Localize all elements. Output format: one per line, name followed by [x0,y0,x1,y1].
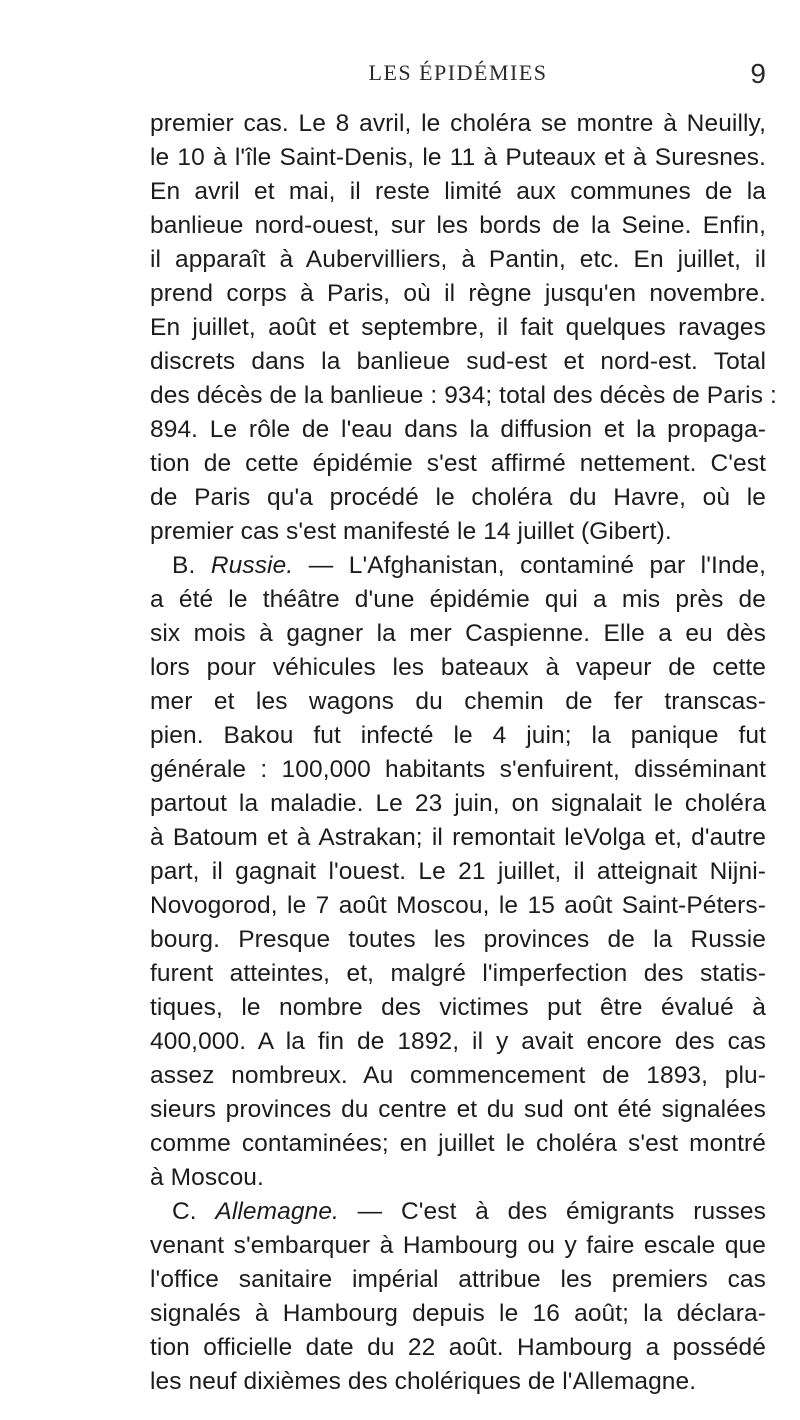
text-line: — L'Afghanistan, contaminé par l'Inde, [308,552,766,579]
text-line: de Paris qu'a procédé le choléra du Havre, où le [150,484,766,511]
section-letter: B. [172,552,196,579]
text-line: il apparaît à Aubervilliers, à Pantin, etc. En juillet, il [150,246,766,273]
text-line: premier cas s'est manifesté le 14 juillet (Gibert). [150,518,672,545]
text-line: lors pour véhicules les bateaux à vapeur de cette [150,654,766,681]
text-line: venant s'embarquer à Hambourg ou y faire escale que [150,1232,766,1259]
text-line: En juillet, août et septembre, il fait quelques ravages [150,314,766,341]
text-line: sieurs provinces du centre et du sud ont été signalées [150,1096,766,1123]
text-line: En avril et mai, il reste limité aux communes de la [150,178,766,205]
text-line: mer et les wagons du chemin de fer transcas- [150,688,766,715]
text-line: Novogorod, le 7 août Moscou, le 15 août Saint-Péters- [150,892,766,919]
text-line: furent atteintes, et, malgré l'imperfection des statis- [150,960,766,987]
text-line: à Batoum et à Astrakan; il remontait leVolga et, d'autre [150,824,766,851]
text-line: a été le théâtre d'une épidémie qui a mis près de [150,586,766,613]
text-line: générale : 100,000 habitants s'enfuirent, disséminant [150,756,766,783]
text-line: signalés à Hambourg depuis le 16 août; la déclara- [150,1300,766,1327]
section-heading-line [150,1195,766,1229]
text-line: pien. Bakou fut infecté le 4 juin; la panique fut [150,722,766,749]
text-line: des décès de la banlieue : 934; total des décès de Paris : [150,382,777,409]
section-title: Allemagne. [215,1198,339,1225]
text-line: l'office sanitaire impérial attribue les premiers cas [150,1266,766,1293]
text-line: comme contaminées; en juillet le choléra s'est montré [150,1130,766,1157]
text-line: tiques, le nombre des victimes put être évalué à [150,994,766,1021]
text-line: partout la maladie. Le 23 juin, on signalait le choléra [150,790,766,817]
text-line: 400,000. A la fin de 1892, il y avait encore des cas [150,1028,766,1055]
text-line: tion de cette épidémie s'est affirmé nettement. C'est [150,450,766,477]
text-line: premier cas. Le 8 avril, le choléra se montre à Neuilly, [150,110,766,137]
text-line: — C'est à des émigrants russes [357,1198,766,1225]
text-line: à Moscou. [150,1164,264,1191]
section-title: Russie. [210,552,294,579]
text-line: 894. Le rôle de l'eau dans la diffusion et la propaga- [150,416,766,443]
body-text [150,107,777,1399]
section-heading-line [150,549,766,583]
page-number: 9 [750,58,766,89]
text-line: bourg. Presque toutes les provinces de la Russie [150,926,766,953]
text-line: discrets dans la banlieue sud-est et nord-est. Total [150,348,766,375]
text-line: banlieue nord-ouest, sur les bords de la Seine. Enfin, [150,212,766,239]
section-letter: C. [172,1198,197,1225]
text-line: prend corps à Paris, où il règne jusqu'en novembre. [150,280,766,307]
text-line: six mois à gagner la mer Caspienne. Elle a eu dès [150,620,766,647]
text-line: part, il gagnait l'ouest. Le 21 juillet, il atteignait Nijni- [150,858,766,885]
running-title: LES ÉPIDÉMIES [368,60,548,85]
text-line: les neuf dixièmes des cholériques de l'Allemagne. [150,1368,697,1395]
running-head [150,58,766,92]
text-line: tion officielle date du 22 août. Hambourg a possédé [150,1334,766,1361]
text-line: assez nombreux. Au commencement de 1893, plu- [150,1062,766,1089]
text-line: le 10 à l'île Saint-Denis, le 11 à Puteaux et à Suresnes. [150,144,766,171]
